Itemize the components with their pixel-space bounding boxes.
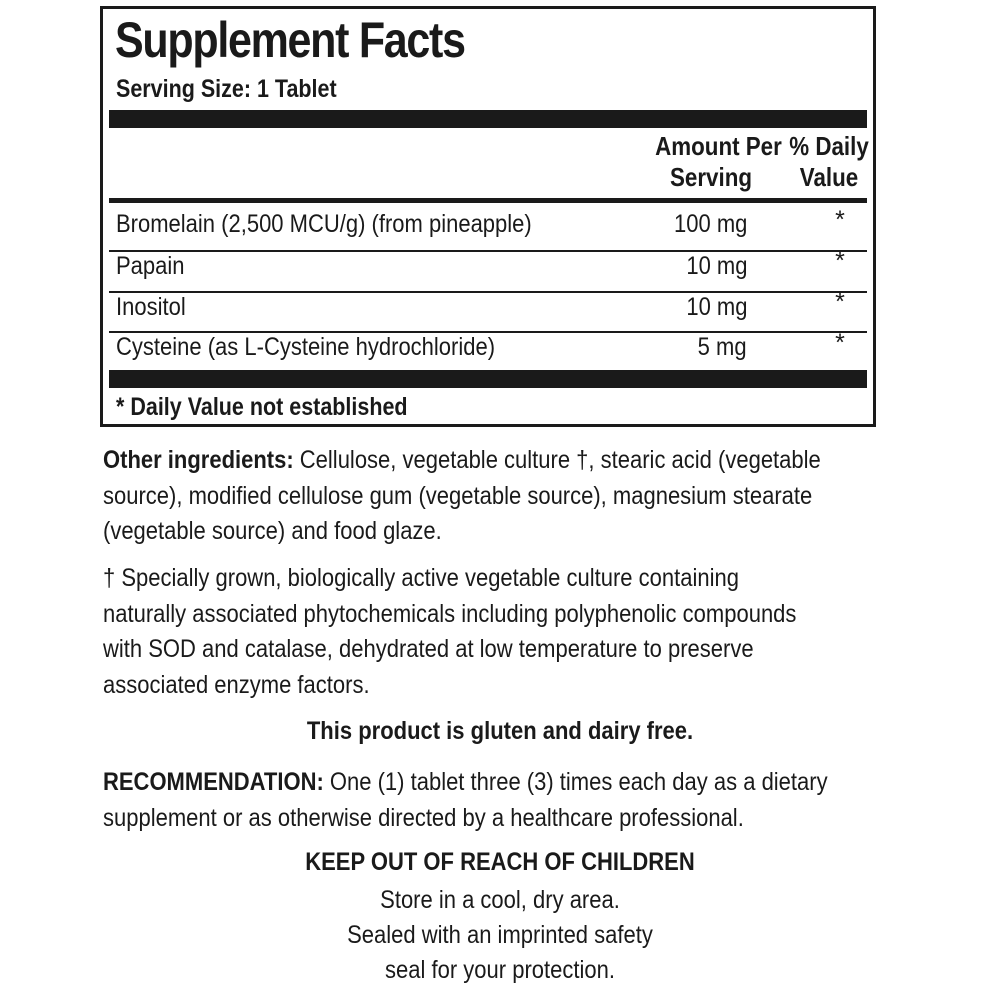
storage-instruction: Store in a cool, dry area. bbox=[380, 886, 620, 914]
ingredient-name: Bromelain (2,500 MCU/g) (from pineapple) bbox=[116, 210, 532, 238]
supplement-facts-panel bbox=[100, 6, 876, 427]
header-bar bbox=[109, 110, 867, 128]
gluten-dairy-statement: This product is gluten and dairy free. bbox=[306, 717, 694, 745]
other-ingredients-label: Other ingredients: bbox=[103, 446, 294, 474]
ingredient-amount: 10 mg bbox=[685, 252, 747, 280]
ingredient-daily-value: * bbox=[835, 206, 845, 234]
serving-size: Serving Size: 1 Tablet bbox=[116, 75, 337, 103]
ingredient-name: Cysteine (as L-Cysteine hydrochloride) bbox=[116, 333, 496, 361]
safety-seal-note: Sealed with an imprinted safety bbox=[347, 921, 653, 949]
ingredient-name: Inositol bbox=[116, 293, 186, 321]
ingredient-amount: 100 mg bbox=[673, 210, 747, 238]
recommendation-label: RECOMMENDATION: bbox=[103, 768, 324, 796]
safety-seal-note-continued: seal for your protection. bbox=[385, 956, 615, 984]
daily-value-footnote: * Daily Value not established bbox=[116, 393, 408, 421]
vegetable-culture-note: † Specially grown, biologically active vegetable culture containing naturally associated phytochemicals including polyphenolic compounds with SOD and catalase, dehydrated at low temperature to preserve associated enzyme factors. bbox=[103, 564, 797, 699]
ingredient-daily-value: * bbox=[835, 247, 845, 275]
other-ingredients: Other ingredients: Cellulose, vegetable culture †, stearic acid (vegetable source), modified cellulose gum (vegetable source), magnesium stearate (vegetable source) and food glaze. bbox=[103, 446, 821, 545]
row-divider bbox=[109, 291, 867, 293]
row-divider bbox=[109, 250, 867, 252]
amount-per-serving-header: Amount Per Serving bbox=[655, 131, 782, 192]
keep-out-warning: KEEP OUT OF REACH OF CHILDREN bbox=[305, 848, 695, 876]
recommendation: RECOMMENDATION: One (1) tablet three (3) times each day as a dietary supplement or as otherwise directed by a healthcare professional. bbox=[103, 768, 828, 832]
ingredient-daily-value: * bbox=[835, 288, 845, 316]
facts-title: Supplement Facts bbox=[115, 12, 465, 68]
ingredient-name: Papain bbox=[116, 252, 185, 280]
daily-value-header: % Daily Value bbox=[789, 131, 869, 192]
column-header-rule bbox=[109, 198, 867, 203]
ingredient-amount: 10 mg bbox=[685, 293, 747, 321]
ingredient-daily-value: * bbox=[835, 329, 845, 357]
footer-bar bbox=[109, 370, 867, 388]
ingredient-amount: 5 mg bbox=[698, 333, 747, 361]
